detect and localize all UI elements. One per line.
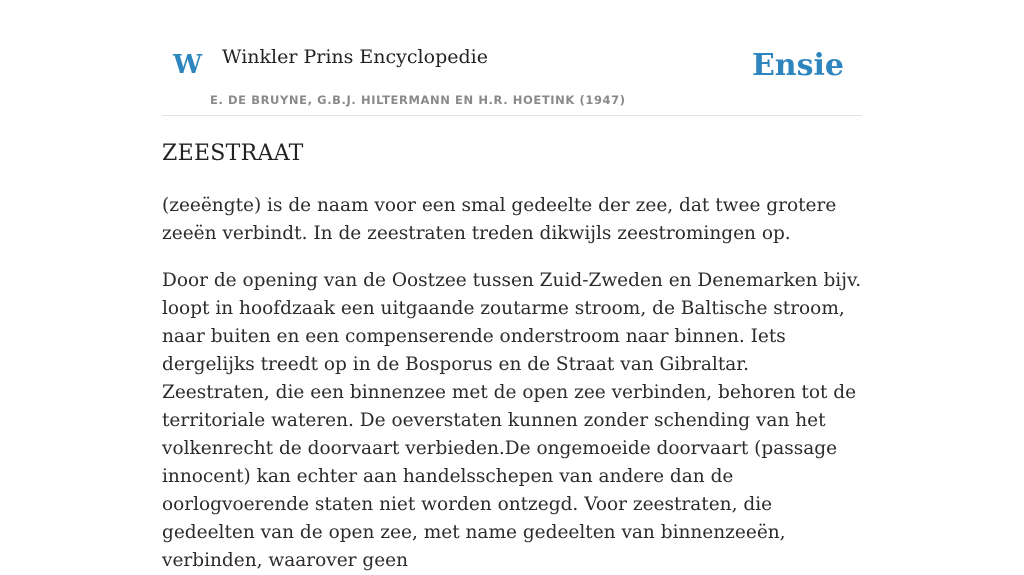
ensie-logo-link[interactable]: Ensie xyxy=(751,48,844,83)
source-title[interactable]: Winkler Prins Encyclopedie xyxy=(222,46,488,68)
source-header xyxy=(162,0,862,116)
source-authors: E. DE BRUYNE, G.B.J. HILTERMANN EN H.R. HOETINK (1947) xyxy=(210,93,626,107)
article-paragraph: (zeeëngte) is de naam voor een smal gedeelte der zee, dat twee grotere zeeën verbindt. In de zeestraten treden dikwijls zeestromingen op. xyxy=(162,195,837,244)
article-paragraph: Door de opening van de Oostzee tussen Zuid-Zweden en Denemarken bijv. loopt in hoofdzaak een uitgaande zoutarme stroom, de Baltische stroom, naar buiten en een compenserende onderstroom naar binnen. Iets dergelijks treedt op in de Bosporus en de Straat van Gibraltar. Zeestraten, die een binnenzee met de open zee verbinden, behoren tot de territoriale wateren. De oeverstaten kunnen zonder schending van het volkenrecht de doorvaart verbieden.De ongemoeide doorvaart (passage innocent) kan echter aan handelsschepen van andere dan de oorlogvoerende staten niet worden ontzegd. Voor zeestraten, die gedeelten van de open zee, met name gedeelten van binnenzeeën, verbinden, waarover geen xyxy=(162,270,862,571)
page xyxy=(162,0,862,571)
article-title: ZEESTRAAT xyxy=(162,141,304,166)
winkler-prins-logo[interactable]: W xyxy=(173,50,203,80)
